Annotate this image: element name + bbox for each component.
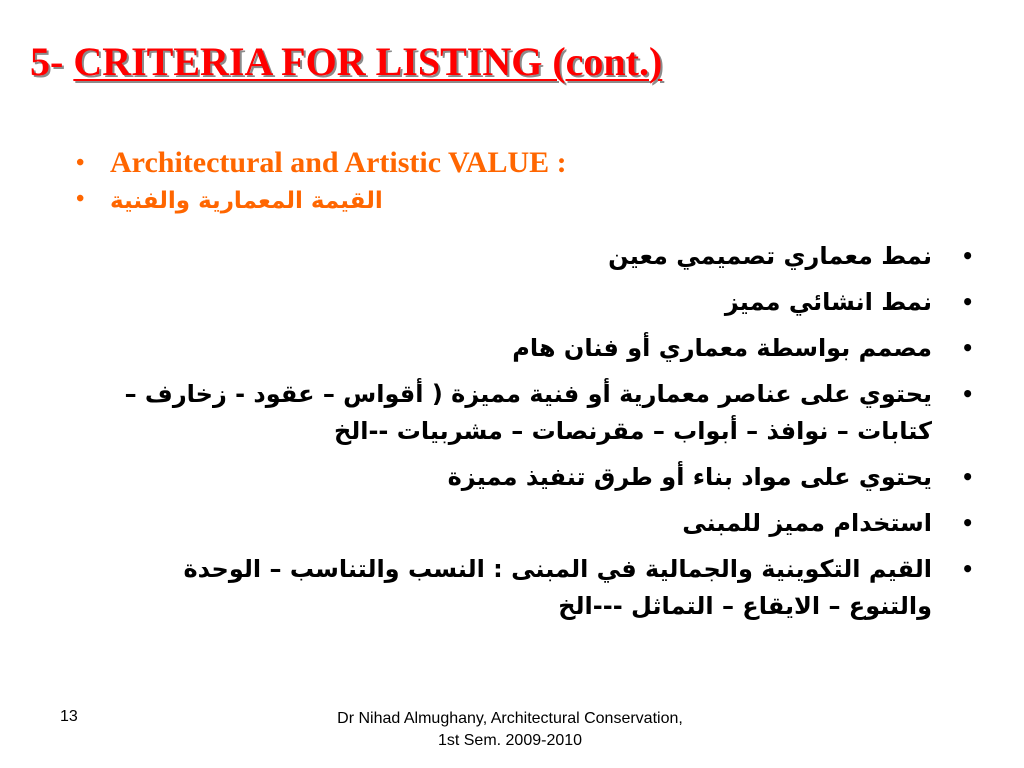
bullet: • <box>76 186 85 212</box>
heading-english <box>76 145 567 181</box>
criteria-item-text: يحتوي على عناصر معمارية أو فنية مميزة ( أقواس – عقود - زخارف – كتابات – نوافذ – أبواب – مقرنصات – مشربيات --الخ <box>124 380 932 445</box>
criteria-item-text: نمط انشائي مميز <box>724 288 932 316</box>
bullet: • <box>961 465 974 489</box>
heading-english-text: Architectural and Artistic VALUE : <box>110 146 567 179</box>
criteria-item-text: يحتوي على مواد بناء أو طرق تنفيذ مميزة <box>447 463 932 491</box>
bullet: • <box>961 382 974 406</box>
criteria-list <box>114 238 974 634</box>
criteria-item <box>114 330 974 367</box>
criteria-item <box>114 284 974 321</box>
bullet: • <box>961 244 974 268</box>
slide-title <box>30 39 663 84</box>
criteria-item-text: مصمم بواسطة معماري أو فنان هام <box>512 334 932 362</box>
title-main: CRITERIA FOR LISTING (cont.) <box>73 39 663 84</box>
criteria-item <box>114 376 974 450</box>
heading-arabic <box>76 181 567 219</box>
bullet: • <box>961 511 974 535</box>
criteria-item <box>114 238 974 275</box>
heading-arabic-text: القيمة المعمارية والفنية <box>110 188 383 214</box>
bullet: • <box>961 557 974 581</box>
title-number: 5- <box>30 39 64 84</box>
criteria-item <box>114 551 974 625</box>
heading-list <box>76 145 567 219</box>
bullet: • <box>76 150 85 176</box>
criteria-item <box>114 459 974 496</box>
footer-credit: Dr Nihad Almughany, Architectural Conservation, 1st Sem. 2009-2010 <box>337 710 683 749</box>
criteria-item-text: نمط معماري تصميمي معين <box>608 242 932 270</box>
criteria-item-text: استخدام مميز للمبنى <box>682 509 932 537</box>
page-number: 13 <box>60 708 78 725</box>
bullet: • <box>961 336 974 360</box>
criteria-item-text: القيم التكوينية والجمالية في المبنى : النسب والتناسب – الوحدة والتنوع – الايقاع – التماثل ---الخ <box>183 555 932 620</box>
bullet: • <box>961 290 974 314</box>
criteria-item <box>114 505 974 542</box>
